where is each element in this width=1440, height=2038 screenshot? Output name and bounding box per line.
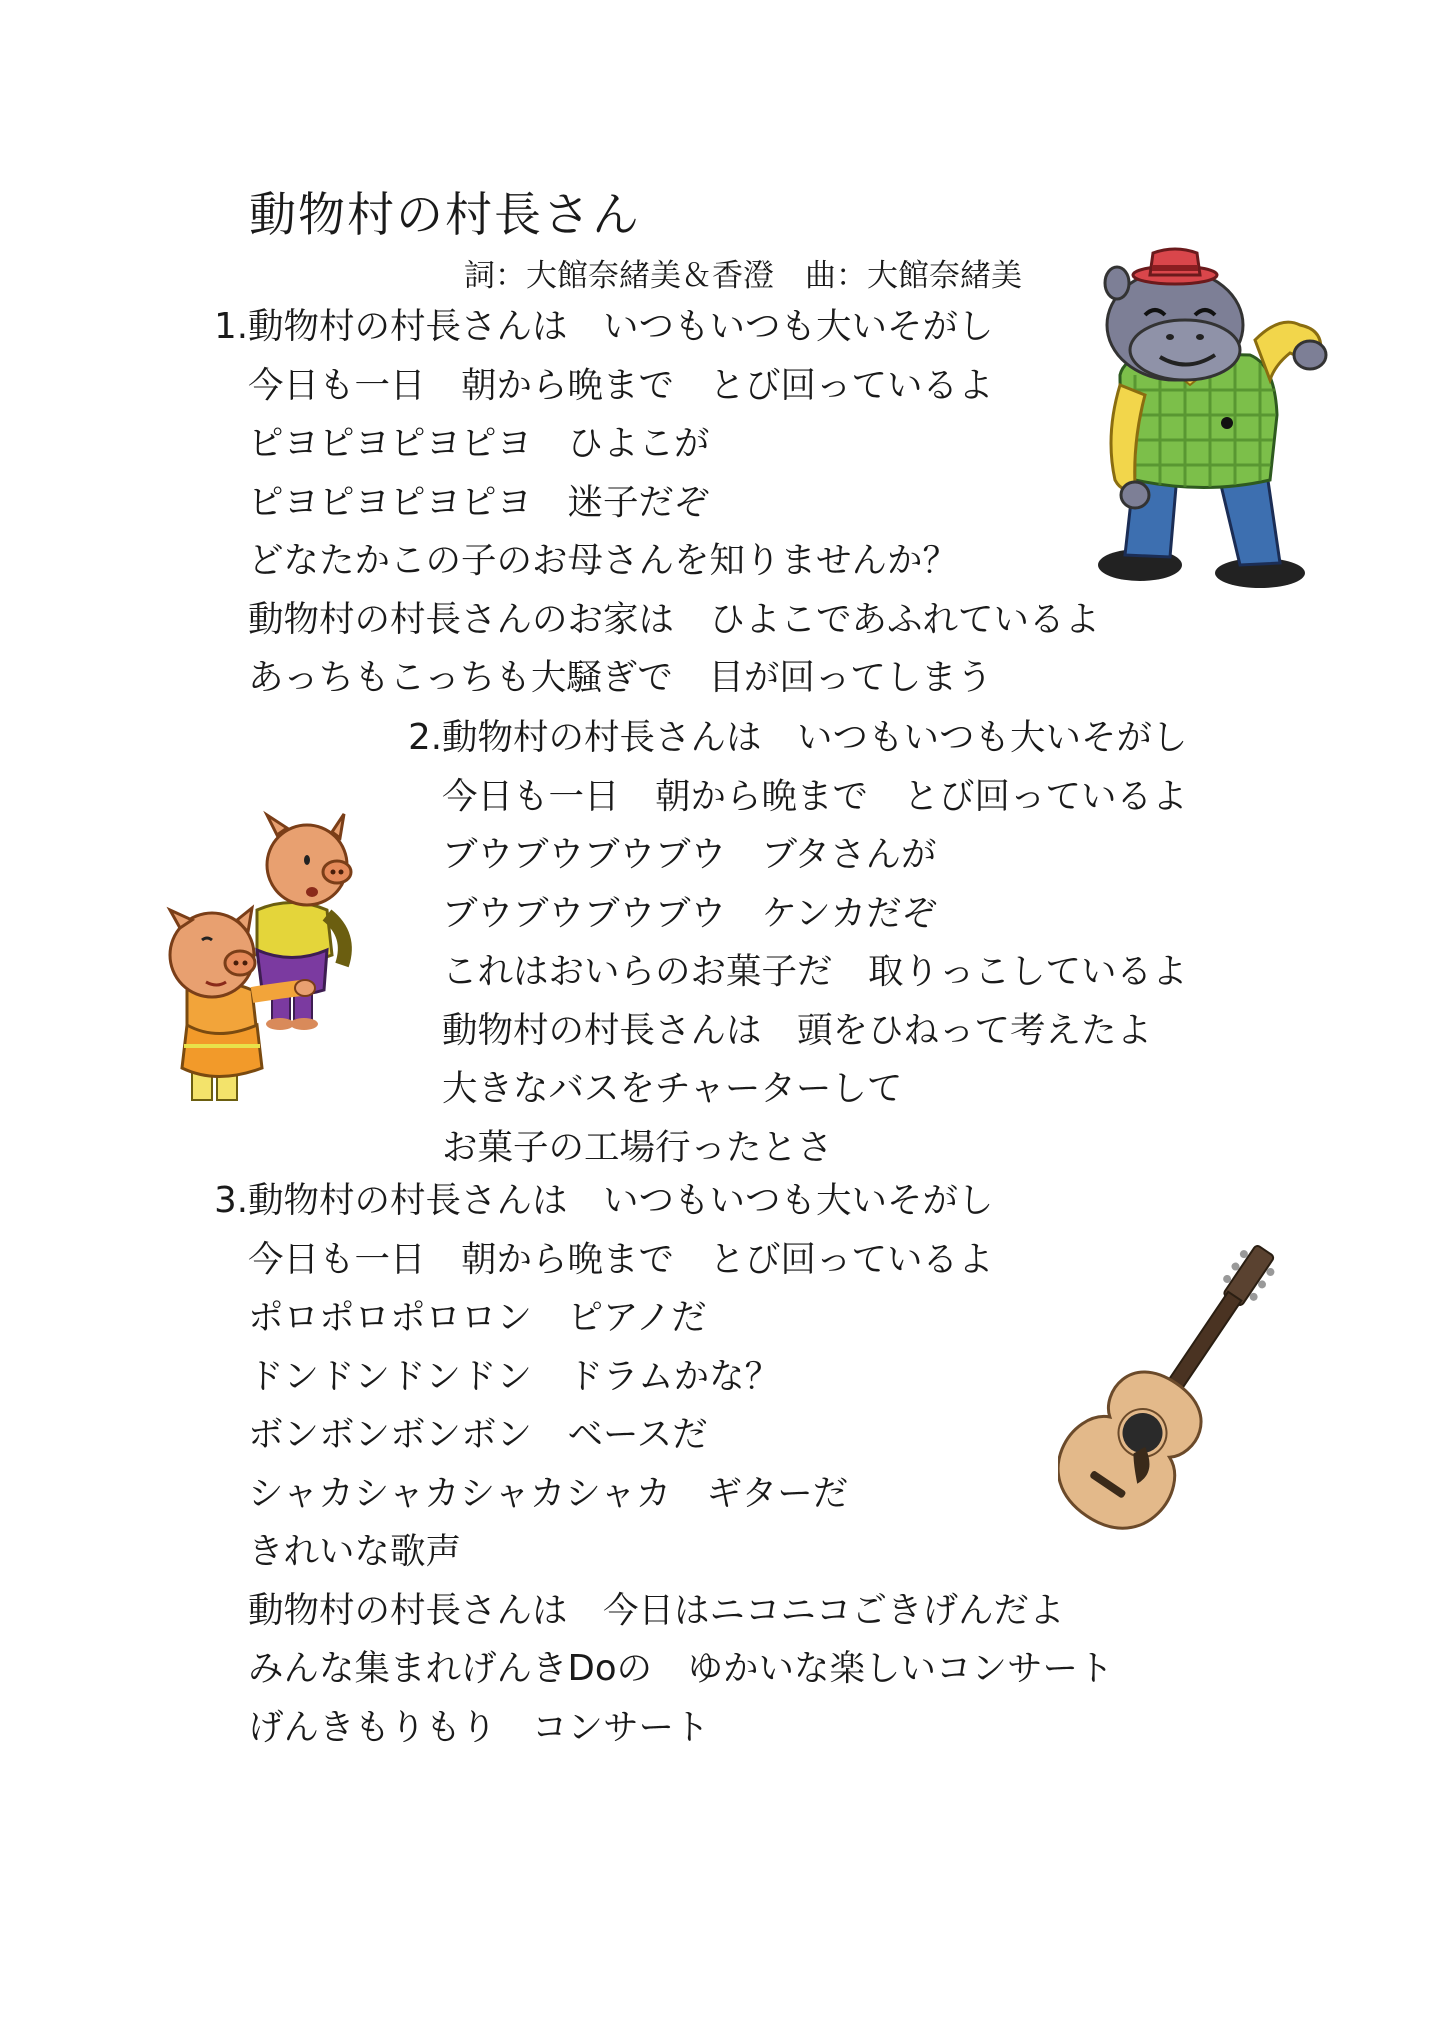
hippo-icon [1065, 245, 1335, 600]
verse-line: ピヨピヨピヨピヨ ひよこが [248, 423, 710, 464]
verse-line: げんきもりもり コンサート [248, 1706, 710, 1748]
verse-line: 動物村の村長さんのお家は ひよこであふれているよ [248, 598, 1101, 640]
verse-line: 大きなバスをチャーターして [442, 1068, 903, 1109]
verse-line: 動物村の村長さんは 今日はニコニコごきげんだよ [248, 1589, 1065, 1631]
hippo-mayor-illustration [1065, 245, 1335, 600]
two-pigs-illustration [162, 810, 367, 1110]
verse-number: 2. [408, 717, 442, 758]
verse-line: きれいな歌声 [248, 1531, 462, 1572]
verse-line: これはおいらのお菓子だ 取りっこしているよ [442, 951, 1188, 992]
song-credits: 詞：大館奈緒美＆香澄 曲：大館奈緒美 [464, 258, 1022, 294]
verse-line: お菓子の工場行ったとさ [442, 1126, 833, 1168]
guitar-icon [1058, 1232, 1288, 1540]
verse-2 [404, 709, 1188, 1177]
verse-line: ピヨピヨピヨピヨ 迷子だぞ [248, 481, 710, 523]
pigs-icon [162, 810, 367, 1110]
verse-line: 今日も一日 朝から晩まで とび回っているよ [248, 1238, 994, 1280]
verse-1 [210, 298, 1100, 708]
verse-line: ドンドンドンドン ドラムかな？ [248, 1355, 781, 1397]
verse-line: 1. 動物村の村長さんは いつもいつも大いそがし [210, 298, 1100, 357]
verse-line: ブウブウブウブウ ケンカだぞ [442, 892, 938, 934]
acoustic-guitar-illustration [1058, 1232, 1288, 1540]
verse-line: 2. 動物村の村長さんは いつもいつも大いそがし [404, 709, 1188, 768]
verse-line: みんな集まれげんきDoの ゆかいな楽しいコンサート [248, 1648, 1114, 1689]
verse-number: 3. [214, 1180, 248, 1221]
verse-line: シャカシャカシャカシャカ ギターだ [248, 1472, 849, 1514]
verse-line: あっちもこっちも大騒ぎで 目が回ってしまう [248, 657, 993, 698]
song-title: 動物村の村長さん [249, 188, 641, 243]
verse-line: ボンボンボンボン ベースだ [248, 1414, 708, 1455]
verse-line: 動物村の村長さんは 頭をひねって考えたよ [442, 1009, 1153, 1051]
verse-line: ブウブウブウブウ ブタさんが [442, 834, 937, 875]
verse-line: 今日も一日 朝から晩まで とび回っているよ [442, 775, 1188, 817]
verse-line: ポロポロポロロン ピアノだ [248, 1297, 707, 1338]
verse-line: 3. 動物村の村長さんは いつもいつも大いそがし [210, 1172, 1114, 1231]
verse-3 [210, 1172, 1114, 1757]
verse-line: どなたかこの子のお母さんを知りませんか？ [248, 540, 959, 581]
verse-number: 1. [214, 306, 248, 347]
verse-line: 今日も一日 朝から晩まで とび回っているよ [248, 364, 994, 406]
